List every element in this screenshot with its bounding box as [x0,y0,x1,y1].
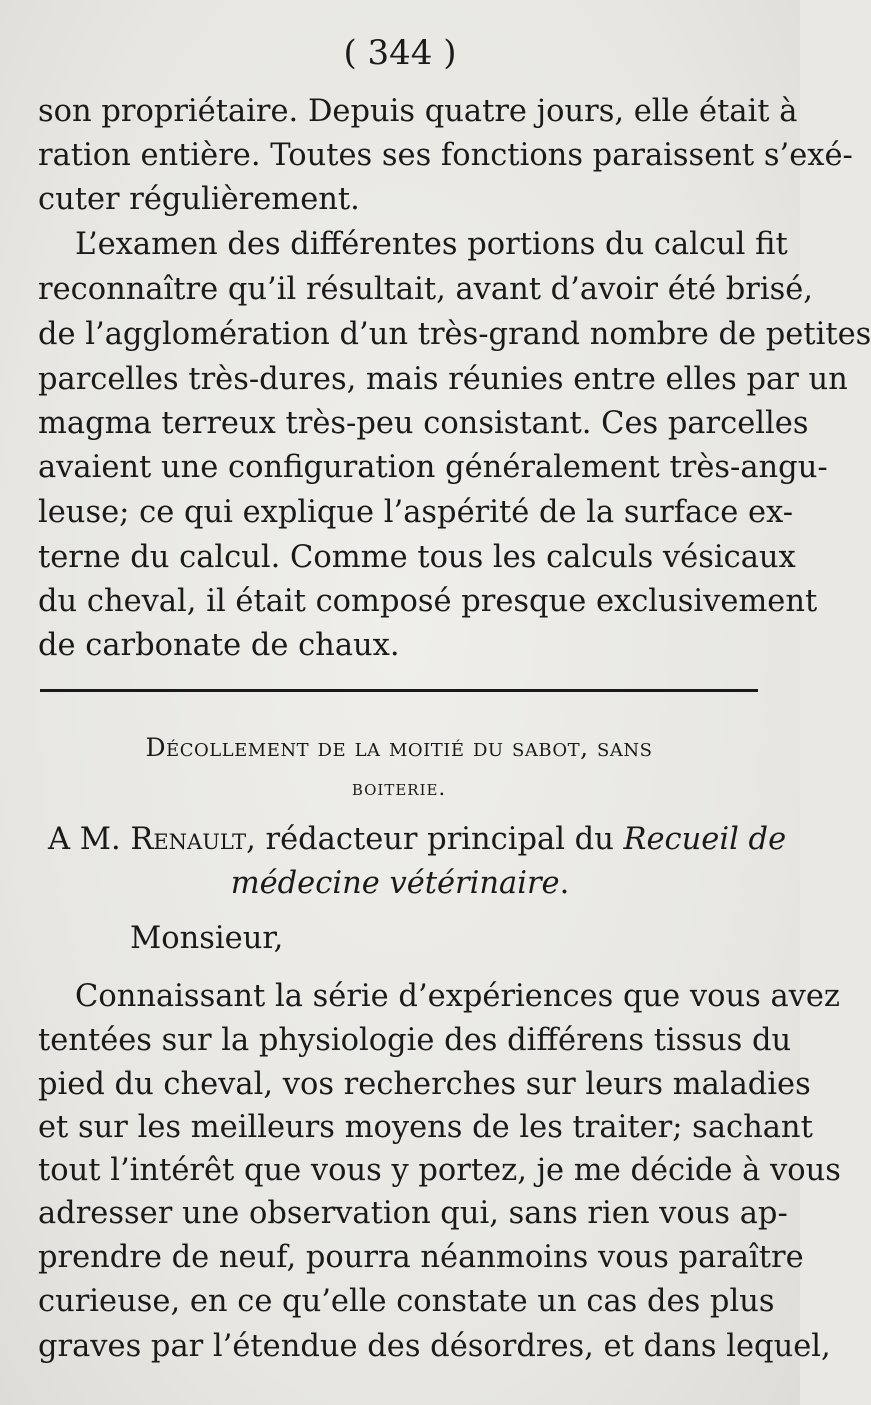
text-line: avaient une configuration généralement très-angu- [38,450,828,485]
text-line: pied du cheval, vos recherches sur leurs maladies [38,1067,811,1102]
text-line: L’examen des différentes portions du calcul fit [75,227,788,262]
journal-title-continued: médecine vétérinaire [230,866,560,901]
letter-address-continued [0,862,800,906]
text-line: prendre de neuf, pourra néanmoins vous paraître [38,1240,804,1275]
salutation: Monsieur, [130,921,284,956]
text-line: et sur les meilleurs moyens de les traiter; sachant [38,1110,813,1145]
text-line: graves par l’étendue des désordres, et dans lequel, [38,1329,831,1364]
text-line: tentées sur la physiologie des différens tissus du [38,1023,792,1058]
text-line: cuter régulièrement. [38,182,360,217]
text-line: du cheval, il était composé presque exclusivement [38,584,818,619]
text-line: adresser une observation qui, sans rien vous ap- [38,1196,788,1231]
text-line: Connaissant la série d’expériences que vous avez [75,979,841,1014]
recipient-name: Renault [130,822,247,857]
section-divider [40,689,758,692]
address-middle: , rédacteur principal du [246,822,614,857]
letter-address [48,818,787,862]
journal-title: Recueil de [623,822,787,857]
text-line: curieuse, en ce qu’elle constate un cas des plus [38,1284,775,1319]
text-line: son propriétaire. Depuis quatre jours, elle était à [38,94,798,129]
address-prefix: A M. [48,822,121,857]
address-suffix: . [559,866,570,901]
text-line: ration entière. Toutes ses fonctions paraissent s’exé- [38,138,853,173]
section-title-continued: boiterie. [351,776,447,800]
text-line: de l’agglomération d’un très-grand nombre de petites [38,317,871,352]
section-title: Décollement de la moitié du sabot, sans [145,733,653,762]
text-line: tout l’intérêt que vous y portez, je me décide à vous [38,1153,841,1188]
text-line: reconnaître qu’il résultait, avant d’avoir été brisé, [38,272,813,307]
page-number: ( 344 ) [343,33,457,73]
text-line: parcelles très-dures, mais réunies entre elles par un [38,362,848,397]
text-line: magma terreux très-peu consistant. Ces parcelles [38,406,809,441]
text-line: terne du calcul. Comme tous les calculs vésicaux [38,540,796,575]
text-line: de carbonate de chaux. [38,628,400,663]
text-line: leuse; ce qui explique l’aspérité de la surface ex- [38,495,794,530]
